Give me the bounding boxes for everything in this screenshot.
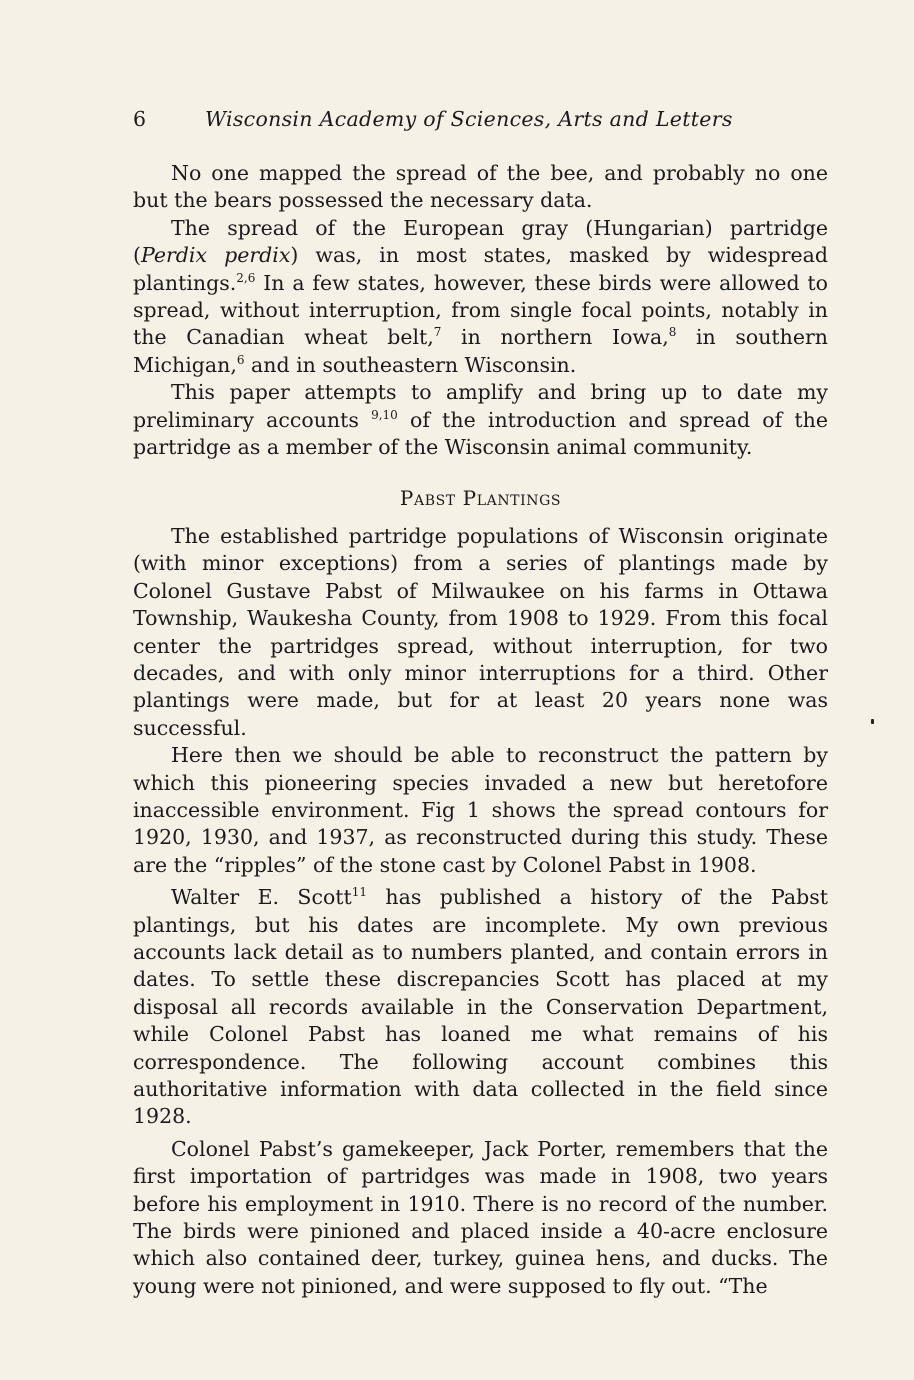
paragraph-5	[133, 742, 828, 879]
paragraph-6	[133, 884, 828, 1131]
paragraph-6-text-a: Walter E. Scott	[171, 885, 352, 910]
section-heading: Pabst Plantings	[399, 486, 562, 511]
paragraph-7	[133, 1136, 828, 1300]
species-name: Perdix perdix	[141, 243, 291, 268]
ink-speck	[871, 719, 874, 724]
paragraph-2	[133, 215, 828, 379]
paragraph-1-text: No one mapped the spread of the bee, and probably no one but the bears possessed the necessary data.	[133, 161, 828, 213]
paragraph-2-text-c: In a few states, however, these birds were allowed to spread, without interruption, from single focal points, notably in the Canadian wheat belt,	[133, 270, 828, 350]
journal-title: Wisconsin Academy of Sciences, Arts and Letters	[205, 107, 733, 131]
paragraph-7-text: Colonel Pabst’s gamekeeper, Jack Porter, remembers that the first importation of partridges was made in 1908, two years before his employment in 1910. There is no record of the number. The birds were pinioned and placed inside a 40-acre enclosure which also contained deer, turkey, guinea hens, and ducks. The young were not pinioned, and were supposed to fly out. “The	[133, 1136, 828, 1298]
body-text	[133, 160, 828, 1300]
footnote-ref: 6	[236, 352, 245, 367]
paragraph-3	[133, 379, 828, 461]
paragraph-5-text: Here then we should be able to reconstruct the pattern by which this pioneering species invaded a new but heretofore inaccessible environment. Fig 1 shows the spread contours for 1920, 1930, and 1937, as reconstructed during this study. These are the “ripples” of the stone cast by Colonel Pabst in 1908.	[133, 743, 828, 877]
page-number: 6	[133, 107, 147, 131]
running-head	[133, 104, 828, 134]
paragraph-2-text-f: and in southeastern Wisconsin.	[244, 352, 577, 377]
footnote-ref: 8	[668, 325, 677, 340]
paragraph-3-text-b: of the introduction and spread of the partridge as a member of the Wisconsin animal community.	[133, 407, 828, 460]
paragraph-2-text-e: in southern Michigan,	[133, 325, 829, 377]
paragraph-1	[133, 160, 828, 215]
footnote-ref: 2,6	[236, 270, 256, 285]
paragraph-3-text-a: This paper attempts to amplify and bring up to date my preliminary accounts	[133, 380, 828, 432]
footnote-ref: 11	[351, 885, 368, 900]
paragraph-2-text-b: ) was, in most states, masked by widespread plantings.	[133, 243, 828, 295]
paragraph-2-text-d: in northern Iowa,	[441, 325, 669, 350]
paragraph-4-text: The established partridge populations of Wisconsin originate (with minor exceptions) from a series of plantings made by Colonel Gustave Pabst of Milwaukee on his farms in Ottawa Township, Waukesha County, from 1908 to 1929. From this focal center the partridges spread, without interruption, for two decades, and with only minor interruptions for a third. Other plantings were made, but for at least 20 years none was successful.	[133, 523, 828, 740]
paragraph-2-text-a: The spread of the European gray (Hungarian) partridge (	[133, 215, 828, 268]
paragraph-6-text-b: has published a history of the Pabst plantings, but his dates are incomplete. My own previous accounts lack detail as to numbers planted, and contain errors in dates. To settle these discrepancies Scott has placed at my disposal all records available in the Conservation Department, while Colonel Pabst has loaned me what remains of his correspondence. The following account combines this authoritative information with data collected in the field since 1928.	[133, 885, 828, 1129]
footnote-ref: 7	[433, 325, 442, 340]
footnote-ref: 9,10	[371, 407, 398, 422]
paragraph-4	[133, 523, 828, 742]
